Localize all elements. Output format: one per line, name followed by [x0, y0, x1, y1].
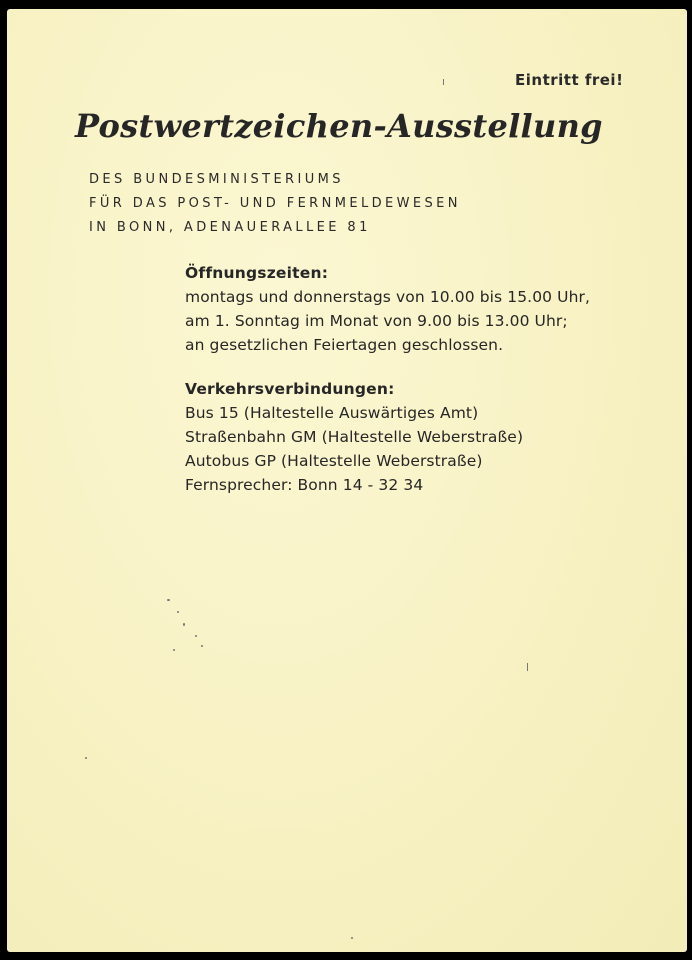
- ministry-line: DES BUNDESMINISTERIUMS: [89, 172, 344, 187]
- exhibition-title: Postwertzeichen-Ausstellung: [75, 107, 603, 145]
- paper-speck: [351, 937, 353, 939]
- transport-section: [185, 377, 523, 497]
- paper-speck: [177, 611, 179, 613]
- paper-speck: [195, 635, 197, 637]
- ministry-line: IN BONN, ADENAUERALLEE 81: [89, 220, 371, 235]
- transport-line: Straßenbahn GM (Haltestelle Weberstraße): [185, 428, 524, 446]
- paper-speck: [167, 599, 170, 601]
- ministry-address: [89, 168, 461, 240]
- ministry-line: FÜR DAS POST- UND FERNMELDEWESEN: [89, 196, 461, 211]
- opening-hours-line: am 1. Sonntag im Monat von 9.00 bis 13.00 Uhr;: [185, 312, 568, 330]
- opening-hours-line: an gesetzlichen Feiertagen geschlossen.: [185, 336, 504, 354]
- opening-hours-line: montags und donnerstags von 10.00 bis 15.00 Uhr,: [185, 288, 591, 306]
- paper-speck: [173, 649, 175, 651]
- paper-speck: [443, 79, 444, 85]
- transport-line: Fernsprecher: Bonn 14 - 32 34: [185, 476, 424, 494]
- transport-line: Bus 15 (Haltestelle Auswärtiges Amt): [185, 404, 479, 422]
- entry-free-note: Eintritt frei!: [515, 71, 624, 89]
- postcard: [7, 9, 687, 952]
- opening-hours-section: [185, 261, 590, 357]
- opening-hours-heading: Öffnungszeiten:: [185, 264, 329, 282]
- paper-speck: [527, 663, 528, 671]
- paper-speck: [85, 757, 87, 759]
- paper-speck: [183, 623, 185, 626]
- transport-line: Autobus GP (Haltestelle Weberstraße): [185, 452, 483, 470]
- paper-speck: [201, 645, 203, 647]
- transport-heading: Verkehrsverbindungen:: [185, 380, 395, 398]
